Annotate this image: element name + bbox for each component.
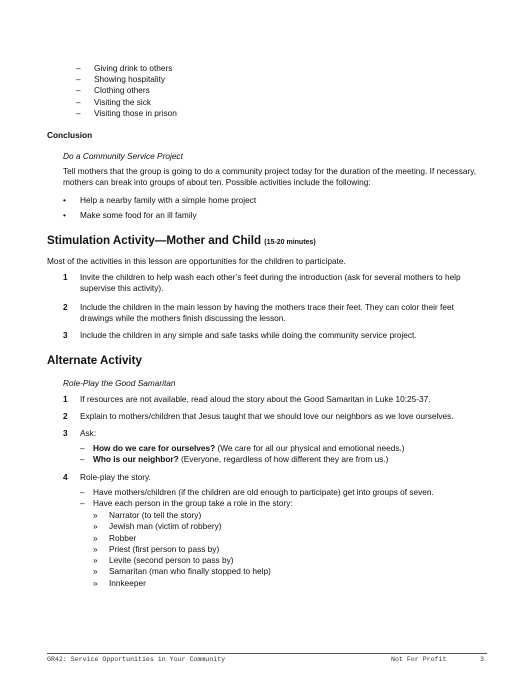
- numbered-item: 3 Include the children in any simple and safe tasks while doing the community service project.: [63, 330, 417, 340]
- numbered-item: 1 Invite the children to help wash each other’s feet during the introduction (ask for several mothers to help supervise this activity).: [63, 272, 461, 294]
- list-item: – Showing hospitality: [76, 74, 177, 85]
- alternate-heading: Alternate Activity: [47, 354, 142, 367]
- list-item: – Visiting those in prison: [76, 108, 177, 119]
- list-item: » Samaritan (man who finally stopped to help): [93, 566, 271, 577]
- numbered-item: 1 If resources are not available, read aloud the story about the Good Samaritan in Luke 10:25-37.: [63, 394, 431, 404]
- list-item: » Jewish man (victim of robbery): [93, 521, 271, 532]
- numbered-item: 4 Role-play the story.: [63, 472, 151, 482]
- list-item: – Giving drink to others: [76, 63, 177, 74]
- list-item: » Narrator (to tell the story): [93, 510, 271, 521]
- page-number: 3: [480, 656, 484, 663]
- list-item: – Clothing others: [76, 85, 177, 96]
- list-item: » Levite (second person to pass by): [93, 555, 271, 566]
- numbered-item: 2 Include the children in the main lesson by having the mothers trace their feet. They can color their feet drawings while the mothers finish discussing the lesson.: [63, 302, 454, 324]
- footer-title: GR42: Service Opportunities in Your Community: [47, 656, 226, 663]
- list-item: » Innkeeper: [93, 578, 271, 589]
- conclusion-subheading: Do a Community Service Project: [63, 151, 183, 161]
- list-item: – How do we care for ourselves? (We care for all our physical and emotional needs.): [80, 443, 405, 454]
- footer-label: Not For Profit: [391, 656, 447, 663]
- bullet-icon: •: [63, 210, 66, 221]
- list-item: » Priest (first person to pass by): [93, 544, 271, 555]
- list-item: – Have each person in the group take a role in the story:: [80, 498, 434, 509]
- stimulation-heading: Stimulation Activity—Mother and Child (15-20 minutes): [47, 234, 316, 247]
- list-item: – Who is our neighbor? (Everyone, regardless of how different they are from us.): [80, 454, 405, 465]
- footer-divider: [47, 653, 487, 654]
- list-item: • Help a nearby family with a simple home project: [63, 193, 256, 208]
- duration-note: (15-20 minutes): [264, 239, 316, 246]
- list-item: » Robber: [93, 533, 271, 544]
- roleplay-instructions-list: [80, 487, 434, 509]
- list-item: • Make some food for an ill family: [63, 208, 256, 223]
- numbered-item: 3 Ask:: [63, 428, 97, 438]
- works-of-mercy-list: [76, 63, 177, 119]
- conclusion-paragraph: Tell mothers that the group is going to do a community project today for the duration of the meeting. If necessary, mothers can break into groups of about ten. Possible activities include the following:: [63, 166, 477, 188]
- ask-questions-list: [80, 443, 405, 465]
- alternate-subheading: Role-Play the Good Samaritan: [63, 378, 176, 388]
- bullet-icon: •: [63, 195, 66, 205]
- conclusion-heading: Conclusion: [47, 130, 93, 140]
- stimulation-intro: Most of the activities in this lesson are opportunities for the children to participate.: [47, 256, 346, 266]
- list-item: – Visiting the sick: [76, 97, 177, 108]
- list-item: – Have mothers/children (if the children are old enough to participate) get into groups of seven.: [80, 487, 434, 498]
- numbered-item: 2 Explain to mothers/children that Jesus taught that we should love our neighbors as we love ourselves.: [63, 411, 454, 421]
- story-roles-list: [93, 510, 271, 589]
- conclusion-bullets: [63, 193, 256, 223]
